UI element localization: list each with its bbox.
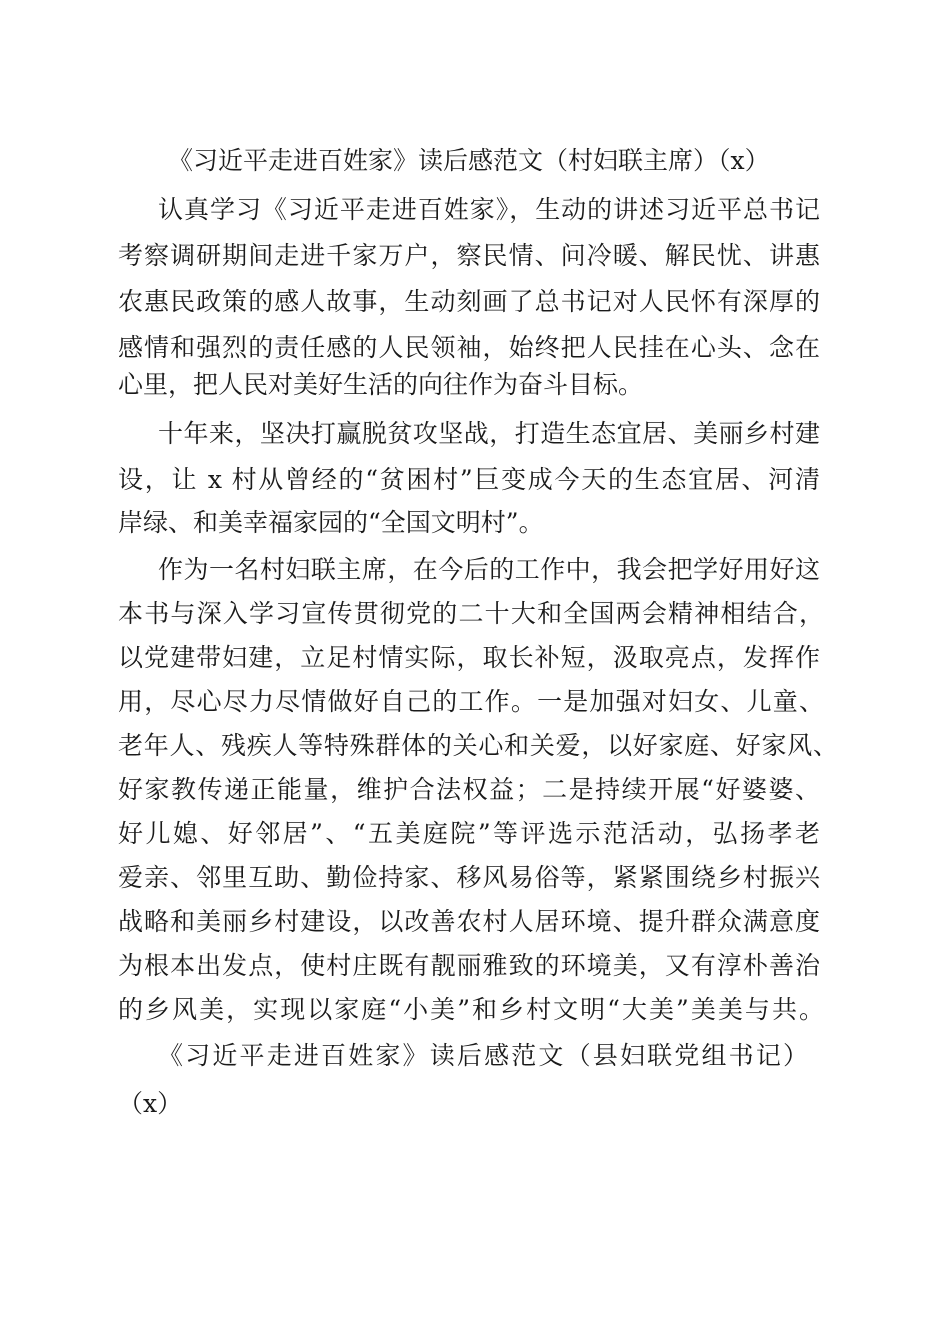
paragraph-line: 岸绿、和美幸福家园的“全国文明村”。 [118, 508, 544, 537]
paragraph-line: 心里，把人民对美好生活的向往作为奋斗目标。 [118, 370, 644, 399]
paragraph-line: 认真学习《习近平走进百姓家》，生动的讲述习近平总书记 [158, 195, 820, 224]
paragraph-line: 的乡风美，实现以家庭“小美”和乡村文明“大美”美美与共。 [118, 995, 824, 1024]
paragraph-line: 好儿媳、好邻居”、“五美庭院”等评选示范活动，弘扬孝老 [118, 819, 820, 848]
paragraph-line: 考察调研期间走进千家万户，察民情、问冷暖、解民忧、讲惠 [118, 241, 820, 270]
paragraph-line: 战略和美丽乡村建设，以改善农村人居环境、提升群众满意度 [118, 907, 820, 936]
subtitle-line: （x） [118, 1089, 183, 1118]
paragraph-line: 老年人、残疾人等特殊群体的关心和关爱，以好家庭、好家风、 [118, 731, 838, 760]
paragraph-line: 好家教传递正能量，维护合法权益；二是持续开展“好婆婆、 [118, 775, 820, 804]
paragraph-line: 作为一名村妇联主席，在今后的工作中，我会把学好用好这 [158, 555, 820, 584]
paragraph-line: 爱亲、邻里互助、勤俭持家、移风易俗等，紧紧围绕乡村振兴 [118, 863, 820, 892]
paragraph-line: 十年来，坚决打赢脱贫攻坚战，打造生态宜居、美丽乡村建 [158, 419, 820, 448]
paragraph-line: 设，让 x 村从曾经的“贫困村”巨变成今天的生态宜居、河清 [118, 465, 820, 494]
paragraph-line: 感情和强烈的责任感的人民领袖，始终把人民挂在心头、念在 [118, 333, 820, 362]
paragraph-line: 以党建带妇建，立足村情实际，取长补短，汲取亮点，发挥作 [118, 643, 820, 672]
paragraph-line: 农惠民政策的感人故事，生动刻画了总书记对人民怀有深厚的 [118, 287, 820, 316]
paragraph-line: 用，尽心尽力尽情做好自己的工作。一是加强对妇女、儿童、 [118, 687, 824, 716]
paragraph-line: 本书与深入学习宣传贯彻党的二十大和全国两会精神相结合， [118, 599, 824, 628]
subtitle-line: 《习近平走进百姓家》读后感范文（县妇联党组书记） [158, 1041, 808, 1070]
paragraph-line: 为根本出发点，使村庄既有靓丽雅致的环境美，又有淳朴善治 [118, 951, 820, 980]
title-line: 《习近平走进百姓家》读后感范文（村妇联主席）（x） [168, 146, 770, 175]
